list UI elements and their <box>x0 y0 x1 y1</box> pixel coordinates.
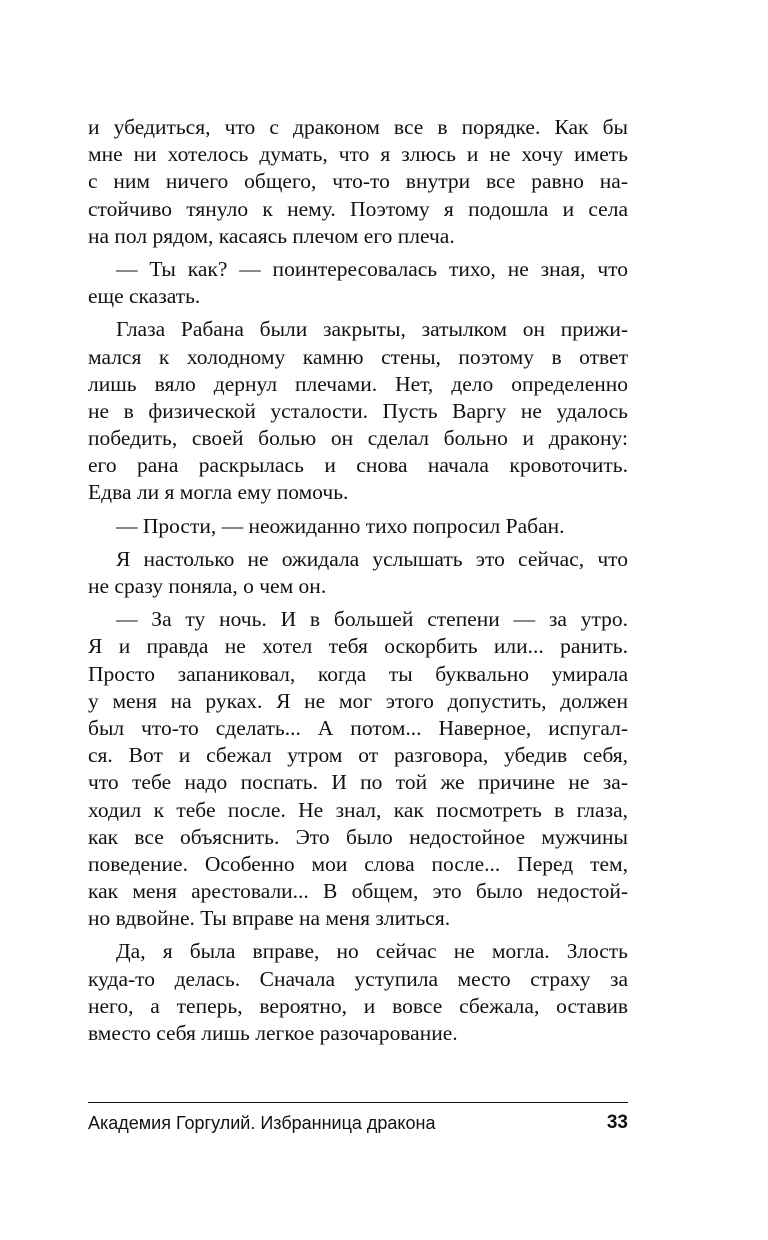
text-line: него, а теперь, вероятно, и вовсе сбежала, оставив <box>88 993 628 1018</box>
text-line: ся. Вот и сбежал утром от разговора, убедив себя, <box>88 743 628 768</box>
text-line: победить, своей болью он сделал больно и дракону: <box>88 426 628 451</box>
text-line: мне ни хотелось думать, что я злюсь и не хочу иметь <box>88 142 628 167</box>
text-line: был что-то сделать... А потом... Наверное, испугал- <box>88 715 628 740</box>
text-line: как меня арестовали... В общем, это было недостой- <box>88 879 628 904</box>
text-line: как все объяснить. Это было недостойное мужчины <box>88 824 628 849</box>
footer-divider <box>88 1102 628 1103</box>
page-number: 33 <box>606 1112 628 1133</box>
running-footer-title: Академия Горгулий. Избранница дракона <box>88 1113 436 1133</box>
text-line: Глаза Рабана были закрыты, затылком он прижи- <box>116 317 628 342</box>
text-line: не сразу поняла, о чем он. <box>88 574 327 598</box>
text-line: ходил к тебе после. Не знал, как посмотреть в глаза, <box>88 797 628 822</box>
body-text <box>88 114 628 1047</box>
text-line: Да, я была вправе, но сейчас не могла. Злость <box>116 939 628 964</box>
text-line: что тебе надо поспать. И по той же причине не за- <box>88 770 628 795</box>
text-line: его рана раскрылась и снова начала кровоточить. <box>88 453 628 478</box>
text-line: поведение. Особенно мои слова после... Перед тем, <box>88 851 628 876</box>
text-line: на пол рядом, касаясь плечом его плеча. <box>88 223 455 248</box>
text-line: с ним ничего общего, что-то внутри все равно на- <box>88 169 628 194</box>
text-line: — Прости, — неожиданно тихо попросил Рабан. <box>116 513 565 538</box>
text-line: Едва ли я могла ему помочь. <box>88 480 349 505</box>
text-line: и убедиться, что с драконом все в порядке. Как бы <box>88 115 628 139</box>
text-line: у меня на руках. Я не мог этого допустить, должен <box>88 688 628 713</box>
text-line: куда-то делась. Сначала уступила место страху за <box>88 966 628 991</box>
text-line: еще сказать. <box>88 284 201 309</box>
text-line: но вдвойне. Ты вправе на меня злиться. <box>88 906 451 931</box>
text-line: стойчиво тянуло к нему. Поэтому я подошла и села <box>88 196 628 221</box>
text-line: — За ту ночь. И в большей степени — за утро. <box>116 607 628 632</box>
text-line: Я и правда не хотел тебя оскорбить или... ранить. <box>88 634 628 659</box>
text-line: не в физической усталости. Пусть Варгу не удалось <box>88 398 628 423</box>
text-line: мался к холодному камню стены, поэтому в ответ <box>88 344 628 369</box>
text-line: — Ты как? — поинтересовалась тихо, не зная, что <box>116 256 628 281</box>
text-line: вместо себя лишь легкое разочарование. <box>88 1021 458 1045</box>
text-line: Я настолько не ожидала услышать это сейчас, что <box>116 546 628 571</box>
text-line: Просто запаниковал, когда ты буквально умирала <box>88 661 628 686</box>
text-line: лишь вяло дернул плечами. Нет, дело определенно <box>88 371 628 396</box>
